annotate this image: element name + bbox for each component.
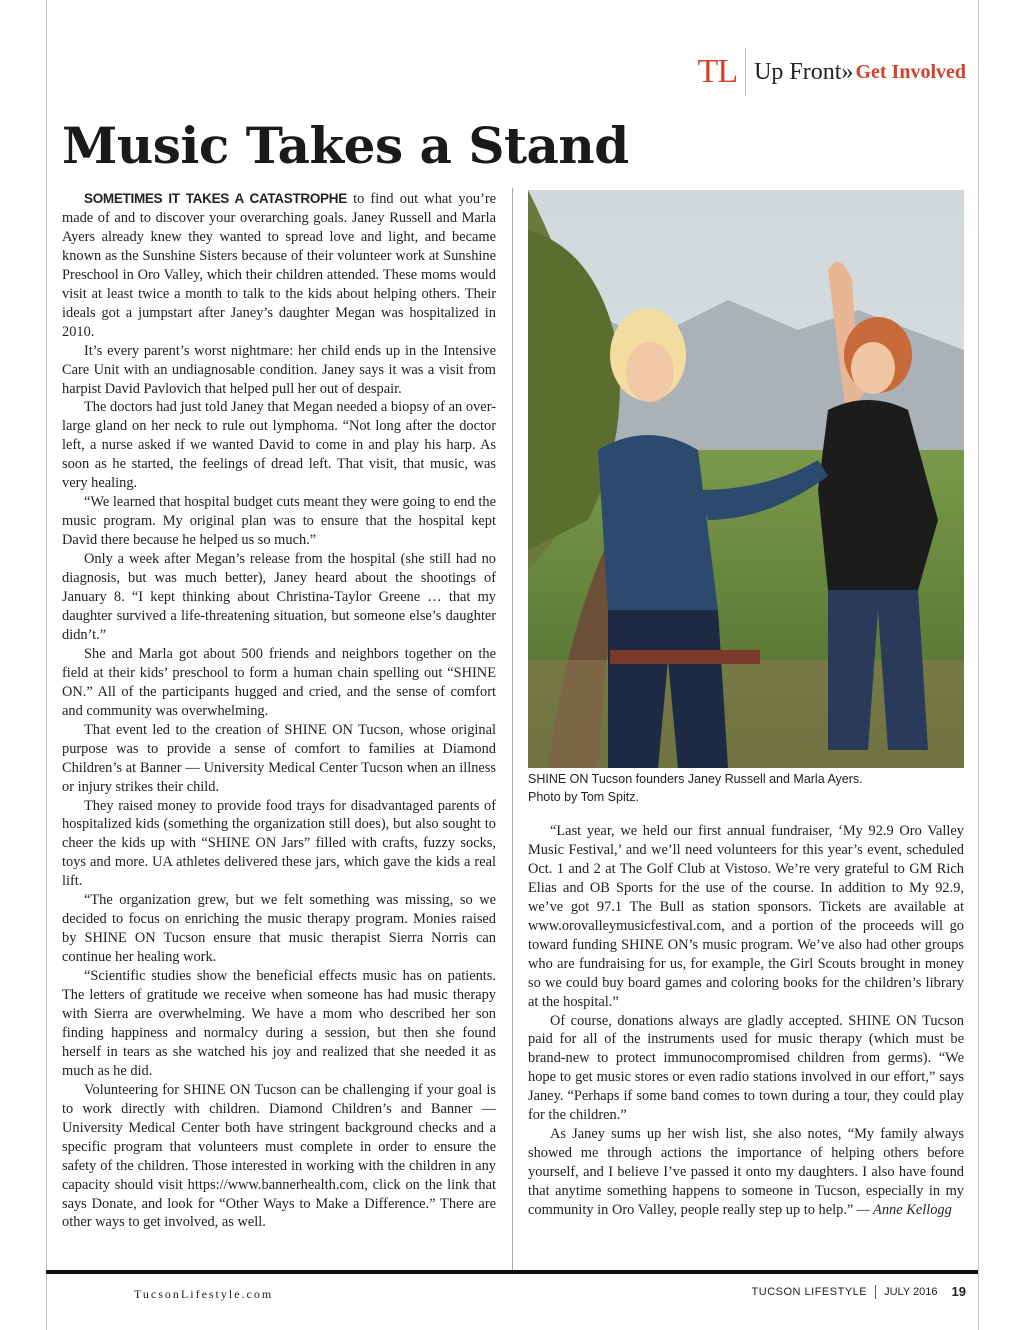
article-paragraph: That event led to the creation of SHINE ON Tucson, whose original purpose was to provide a sense of comfort to families at Diamond Children’s at Banner — University Medical Center Tucson when an illness or injury strikes their child.: [62, 721, 496, 795]
article-paragraph: As Janey sums up her wish list, she also notes, “My family always showed me through actions the importance of helping others before yourself, and I believe I’ve passed it onto my daughters. I also have found that anytime something happens to someone in Tucson, especially in my community in Oro Valley, people really step up to help.” — Anne Kellogg: [528, 1126, 964, 1219]
page-border-right: [978, 0, 979, 1330]
page-number: 19: [951, 1284, 966, 1299]
magazine-logo: TL: [697, 53, 738, 90]
article-paragraph: Only a week after Megan’s release from the hospital (she still had no diagnosis, but was much better), Janey heard about the shootings of January 8. “I kept thinking about Christina-Taylor Greene … that my daughter survived a life-threatening situation, but someone else’s daughter didn’t.”: [62, 551, 496, 643]
article-paragraph: “We learned that hospital budget cuts meant they were going to end the music program. My original plan was to ensure that the hospital kept David there because he helped us so much.”: [62, 494, 496, 549]
header-divider: [745, 48, 746, 96]
article-paragraph: It’s every parent’s worst nightmare: her child ends up in the Intensive Care Unit with an undiagnosable condition. Janey says it was a visit from harpist David Pavlovich that helped pull her out of despair.: [62, 342, 496, 397]
footer-rule: [46, 1270, 978, 1274]
article-column-left: [62, 190, 496, 1232]
page-border-left: [46, 0, 47, 1330]
footer-website: TucsonLifestyle.com: [134, 1287, 274, 1301]
section-header: [698, 48, 966, 96]
article-paragraph: “Scientific studies show the beneficial effects music has on patients. The letters of gratitude we receive when someone has had music therapy with Sierra are overwhelming. We have a mom who described her son finding happiness and normalcy during a session, but then she found herself in tears as she watched his joy and realized that she needed it as much as he did.: [62, 968, 496, 1079]
article-column-right: [528, 822, 964, 1220]
photo-caption: [528, 770, 964, 806]
subsection-name: Get Involved: [855, 60, 966, 83]
column-divider: [512, 188, 513, 1270]
article-headline: Music Takes a Stand: [62, 116, 629, 175]
author-signature: — Anne Kellogg: [856, 1202, 952, 1219]
footer-issue: JULY 2016: [884, 1285, 938, 1298]
article-paragraph: Of course, donations always are gladly accepted. SHINE ON Tucson paid for all of the instruments used for music therapy (which must be brand-new to protect immunocompromised children from germs). “We hope to get music stores or even radio stations involved in our effort,” says Janey. “Perhaps if some band comes to town during a tour, they could play for the children.”: [528, 1012, 964, 1124]
article-paragraph: Volunteering for SHINE ON Tucson can be challenging if your goal is to work directly with children. Diamond Children’s and Banner — University Medical Center both have stringent background checks and a specific program that volunteers must complete in order to ensure the safety of the children. Those interested in working with the children in any capacity should visit https://www.bannerhealth.com, click on the link that says Donate, and look for “Other Ways to Make a Difference.” There are other ways to get involved, as well.: [62, 1081, 496, 1231]
article-paragraph: The doctors had just told Janey that Megan needed a biopsy of an over-large gland on her neck to rule out lymphoma. “Not long after the doctor left, a nurse asked if we wanted David to come in and play his harp. As soon as he started, the feelings of dread left. That visit, that music, was very healing.: [62, 399, 496, 492]
article-paragraph: SOMETIMES IT TAKES A CATASTROPHE to find out what you’re made of and to discover your overarching goals. Janey Russell and Marla Ayers already knew they wanted to spread love and light, and became known as the Sunshine Sisters because of their volunteer work at Sunshine Preschool in Oro Valley, which their children attended. These moms would visit at least twice a month to talk to the kids about helping others. Their ideals got a jumpstart after Janey’s daughter Megan was hospitalized in 2010.: [62, 191, 496, 340]
footer-divider: [875, 1285, 876, 1299]
article-paragraph: They raised money to provide food trays for disadvantaged parents of hospitalized kids (something the organization still does), but also sought to cheer the kids up with “SHINE ON Jars” filled with crafts, fuzzy socks, toys and more. UA athletes delivered these jars, which gave the kids a real lift.: [62, 797, 496, 890]
photo-credit: Photo by Tom Spitz.: [528, 790, 639, 804]
article-photo: [528, 190, 964, 768]
footer-publication: TUCSON LIFESTYLE: [751, 1285, 868, 1298]
article-paragraph: “The organization grew, but we felt something was missing, so we decided to focus on enriching the music therapy program. Monies raised by SHINE ON Tucson ensure that music therapist Sierra Norris can continue her healing work.: [62, 892, 496, 966]
article-paragraph: “Last year, we held our first annual fundraiser, ‘My 92.9 Oro Valley Music Festival,’ and we’ll need volunteers for this year’s event, scheduled Oct. 1 and 2 at The Golf Club at Vistoso. We’re very grateful to GM Rich Elias and OB Sports for the use of the course. In addition to My 92.9, we’ve got 97.1 The Bull as station sponsors. Tickets are available at www.orovalleymusicfestival.com, and a portion of the proceeds will go toward funding SHINE ON’s music program. We’ve also had other groups who are fundraising for us, for example, the Girl Scouts brought in money so we could buy board games and coloring books for the children’s library at the hospital.”: [528, 823, 964, 1010]
section-name: Up Front»: [754, 58, 854, 85]
footer-folio: [752, 1284, 966, 1299]
article-paragraph: She and Marla got about 500 friends and neighbors together on the field at their kids’ preschool to form a human chain spelling out “SHINE ON.” All of the participants hugged and cried, and the sense of comfort and community was overwhelming.: [62, 645, 496, 719]
article-leadin: SOMETIMES IT TAKES A CATASTROPHE: [84, 191, 347, 206]
caption-text: SHINE ON Tucson founders Janey Russell and Marla Ayers.: [528, 772, 863, 786]
